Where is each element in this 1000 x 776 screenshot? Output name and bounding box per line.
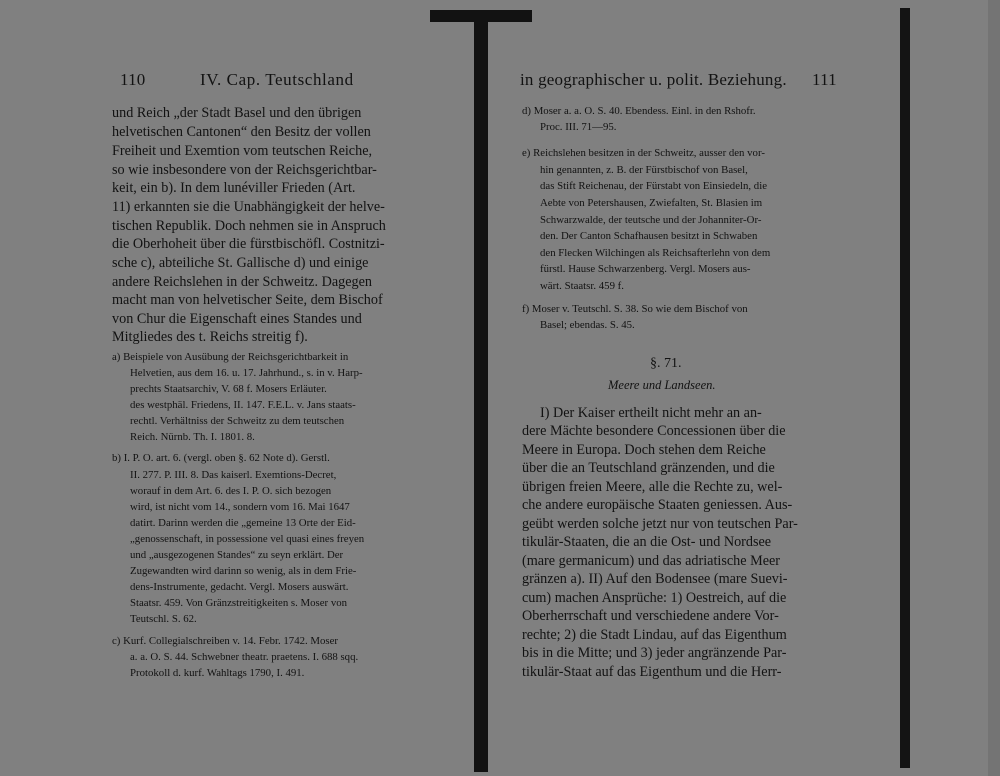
left-running-title: IV. Cap. Teutschland: [200, 70, 354, 89]
body-line: so wie insbesondere von der Reichsgerichtbar-: [112, 162, 377, 178]
section-number: §. 71.: [650, 356, 682, 371]
footnote-line: den Flecken Wilchingen als Reichsafterlehn von dem: [540, 247, 771, 259]
footnote-line: e) Reichslehen besitzen in der Schweitz, ausser den vor-: [522, 147, 765, 159]
body-line: von Chur die Eigenschaft eines Standes und: [112, 311, 362, 327]
body-line: keit, ein b). In dem lunéviller Frieden (Art.: [112, 180, 356, 196]
footnote-line: wärt. Staatsr. 459 f.: [540, 280, 624, 292]
section-title: Meere und Landseen.: [608, 378, 716, 392]
body-line: rechte; 2) die Stadt Lindau, auf das Eigenthum: [522, 627, 787, 643]
footnote-line: dens-Instrumente, gedacht. Vergl. Mosers auswärt.: [130, 581, 349, 593]
body-line: Freiheit und Exemtion vom teutschen Reiche,: [112, 143, 373, 159]
body-line: macht man von helvetischer Seite, dem Bischof: [112, 292, 383, 308]
right-running-title: in geographischer u. polit. Beziehung.: [520, 70, 787, 89]
footnote-line: wird, ist nicht vom 14., sondern vom 16. Mai 1647: [130, 501, 350, 513]
body-line: geübt werden solche jetzt nur von teutschen Par-: [522, 516, 798, 532]
footnote-line: Reich. Nürnb. Th. I. 1801. 8.: [130, 431, 255, 443]
footnote-line: Teutschl. S. 62.: [130, 613, 197, 625]
footnote-line: II. 277. P. III. 8. Das kaiserl. Exemtions-Decret,: [130, 469, 337, 481]
scan-margin-strip: [988, 0, 1000, 776]
footnote-line: a) Beispiele von Ausübung der Reichsgerichtbarkeit in: [112, 351, 349, 363]
footnote-line: Helvetien, aus dem 16. u. 17. Jahrhund., s. in v. Harp-: [130, 367, 363, 379]
body-line: tikulär-Staat auf das Eigenthum und die Herr-: [522, 664, 782, 680]
footnote-line: b) I. P. O. art. 6. (vergl. oben §. 62 Note d). Gerstl.: [112, 452, 330, 464]
body-line: andere Reichslehen in der Schweitz. Dagegen: [112, 274, 372, 290]
body-line: sche c), abteiliche St. Gallische d) und einige: [112, 255, 369, 271]
body-line: dere Mächte besondere Concessionen über die: [522, 423, 786, 439]
footnote-line: a. a. O. S. 44. Schwebner theatr. praetens. I. 688 sqq.: [130, 651, 359, 663]
footnote-line: datirt. Darinn werden die „gemeine 13 Orte der Eid-: [130, 517, 356, 529]
book-spine-bar: [474, 12, 488, 772]
footnote-line: Proc. III. 71—95.: [540, 121, 617, 133]
body-line: über die an Teutschland gränzenden, und die: [522, 460, 775, 476]
footnote-line: Aebte von Petershausen, Zwiefalten, St. Blasien im: [540, 197, 763, 209]
body-line: Meere in Europa. Doch stehen dem Reiche: [522, 442, 766, 458]
right-page-number: 111: [812, 70, 837, 89]
footnote-line: f) Moser v. Teutschl. S. 38. So wie dem Bischof von: [522, 303, 748, 315]
body-line: übrigen freien Meere, alle die Rechte zu, wel-: [522, 479, 783, 495]
footnote-line: c) Kurf. Collegialschreiben v. 14. Febr. 1742. Moser: [112, 635, 338, 647]
footnote-line: Basel; ebendas. S. 45.: [540, 319, 635, 331]
footnote-line: Staatsr. 459. Von Gränzstreitigkeiten s. Moser von: [130, 597, 348, 609]
footnote-line: und „ausgezogenen Standes“ zu seyn erklärt. Der: [130, 549, 344, 561]
footnote-line: prechts Staatsarchiv, V. 68 f. Mosers Erläuter.: [130, 383, 327, 395]
body-line: che andere europäische Staaten geniessen. Aus-: [522, 497, 793, 513]
footnote-line: „genossenschaft, in possessione vel quasi eines freyen: [130, 533, 365, 545]
footnote-line: Protokoll d. kurf. Wahltags 1790, I. 491.: [130, 667, 305, 679]
body-line: 11) erkannten sie die Unabhängigkeit der helve-: [112, 199, 385, 215]
right-edge-bar: [900, 8, 910, 768]
footnote-line: des westphäl. Friedens, II. 147. F.E.L. v. Jans staats-: [130, 399, 356, 411]
body-line: die Oberhoheit über die fürstbischöfl. Costnitzi-: [112, 236, 385, 252]
body-line: cum) machen Ansprüche: 1) Oestreich, auf die: [522, 590, 787, 606]
body-line: tikulär-Staaten, die an die Ost- und Nordsee: [522, 534, 772, 550]
footnote-line: Zugewandten wird darinn so wenig, als in dem Frie-: [130, 565, 357, 577]
body-line: Oberherrschaft und verschiedene andere Vor-: [522, 608, 779, 624]
body-line: bis in die Mitte; und 3) jeder angränzende Par-: [522, 645, 787, 661]
footnote-line: d) Moser a. a. O. S. 40. Ebendess. Einl. in den Rshofr.: [522, 105, 756, 117]
footnote-line: hin genannten, z. B. der Fürstbischof von Basel,: [540, 164, 748, 176]
footnote-line: fürstl. Hause Schwarzenberg. Vergl. Mosers aus-: [540, 263, 751, 275]
footnote-line: rechtl. Verhältniss der Schweitz zu dem teutschen: [130, 415, 345, 427]
left-page-number: 110: [120, 70, 146, 89]
footnote-line: den. Der Canton Schafhausen besitzt in Schwaben: [540, 230, 758, 242]
body-line: tischen Republik. Doch nehmen sie in Anspruch: [112, 218, 386, 234]
footnote-line: das Stift Reichenau, der Fürstabt von Einsiedeln, die: [540, 180, 767, 192]
body-line: Mitgliedes des t. Reichs streitig f).: [112, 329, 308, 345]
body-line: und Reich „der Stadt Basel und den übrigen: [112, 105, 362, 121]
body-line: (mare germanicum) und das adriatische Meer: [522, 553, 781, 569]
body-line: I) Der Kaiser ertheilt nicht mehr an an-: [540, 405, 762, 421]
body-line: gränzen a). II) Auf den Bodensee (mare Suevi-: [522, 571, 788, 587]
body-line: helvetischen Cantonen“ den Besitz der vollen: [112, 124, 371, 140]
footnote-line: worauf in dem Art. 6. des I. P. O. sich bezogen: [130, 485, 332, 497]
footnote-line: Schwarzwalde, der teutsche und der Johanniter-Or-: [540, 214, 762, 226]
